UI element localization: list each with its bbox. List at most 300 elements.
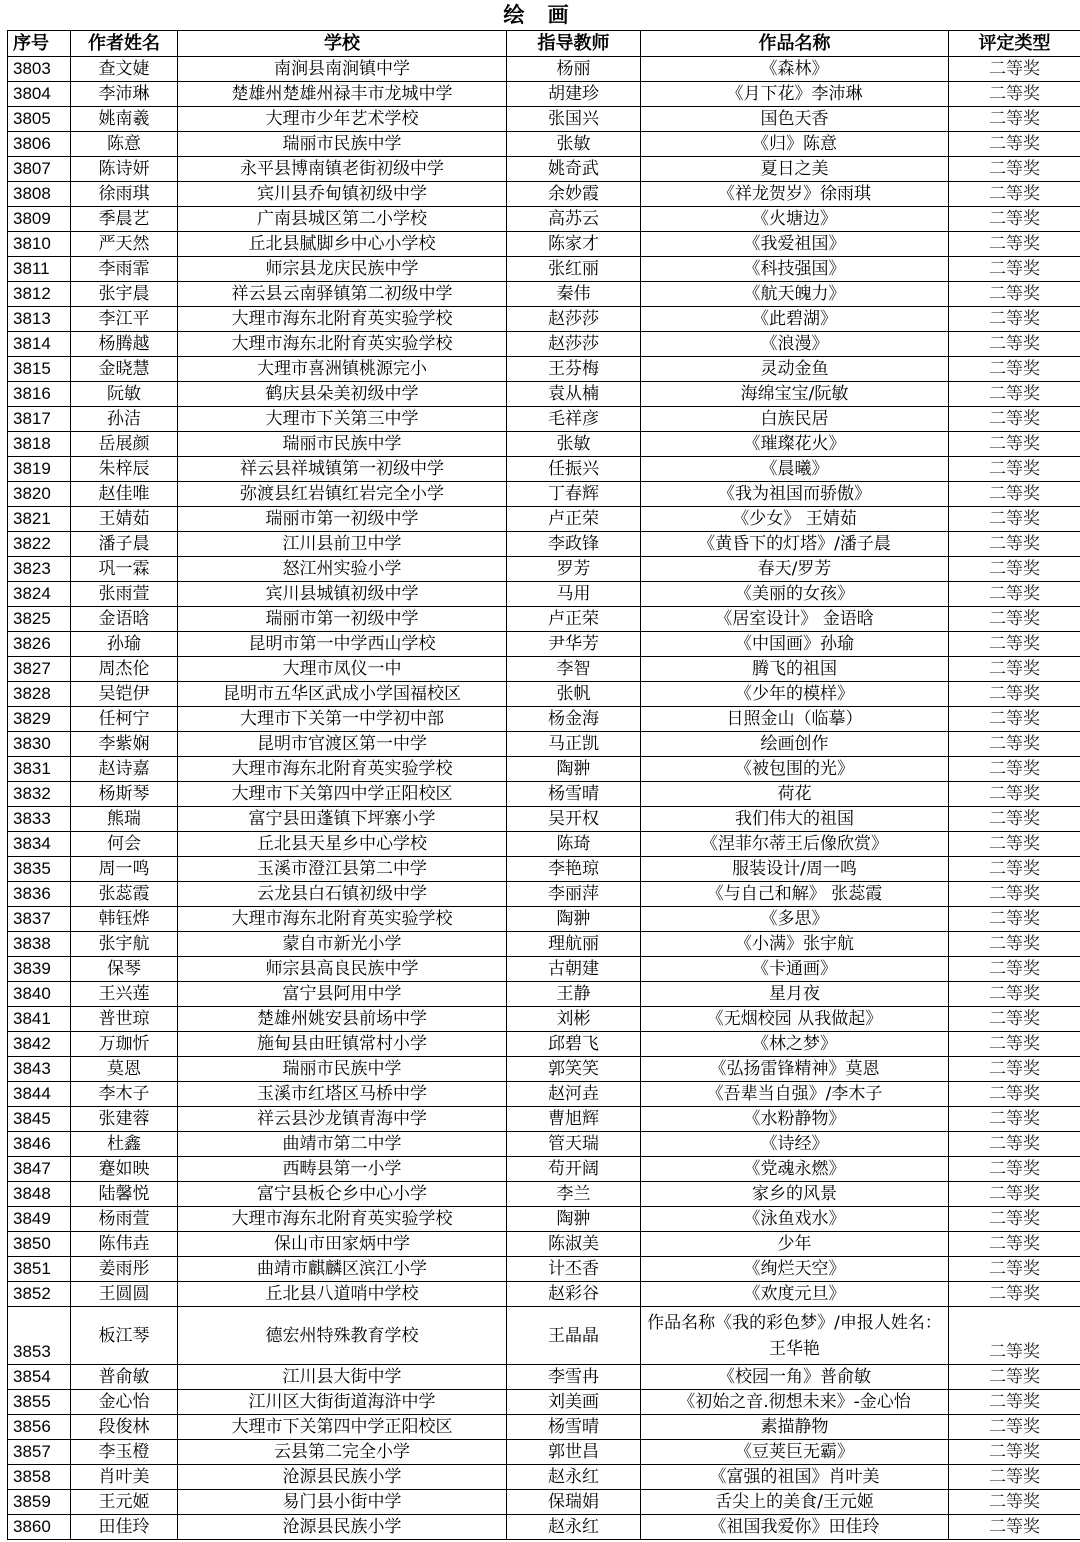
cell-id: 3838 <box>8 932 71 957</box>
cell-teacher: 陶翀 <box>507 1207 641 1232</box>
cell-work: 绘画创作 <box>641 732 949 757</box>
cell-school: 大理市凤仪一中 <box>178 657 507 682</box>
cell-work: 少年 <box>641 1232 949 1257</box>
cell-school: 玉溪市澄江县第二中学 <box>178 857 507 882</box>
cell-school: 大理市海东北附育英实验学校 <box>178 332 507 357</box>
table-row <box>8 1057 1080 1082</box>
cell-teacher: 杨金海 <box>507 707 641 732</box>
cell-work: 海绵宝宝/阮敏 <box>641 382 949 407</box>
header-school: 学校 <box>178 31 507 57</box>
cell-award: 二等奖 <box>949 1465 1080 1490</box>
cell-author: 莫恩 <box>71 1057 178 1082</box>
cell-teacher: 马用 <box>507 582 641 607</box>
cell-teacher: 陈琦 <box>507 832 641 857</box>
cell-teacher: 赵河垚 <box>507 1082 641 1107</box>
cell-school: 丘北县八道哨中学校 <box>178 1282 507 1307</box>
cell-work: 舌尖上的美食/王元姬 <box>641 1490 949 1515</box>
table-row <box>8 1282 1080 1307</box>
cell-award: 二等奖 <box>949 832 1080 857</box>
table-body <box>8 57 1080 1540</box>
cell-id: 3854 <box>8 1365 71 1390</box>
cell-id: 3813 <box>8 307 71 332</box>
cell-author: 金晓慧 <box>71 357 178 382</box>
cell-id: 3856 <box>8 1415 71 1440</box>
page-title: 绘 画 <box>503 2 577 27</box>
cell-award: 二等奖 <box>949 1282 1080 1307</box>
cell-teacher: 李艳琼 <box>507 857 641 882</box>
cell-teacher: 张敏 <box>507 132 641 157</box>
table-row <box>8 957 1080 982</box>
cell-work: 《祖国我爱你》田佳玲 <box>641 1515 949 1540</box>
cell-award: 二等奖 <box>949 1107 1080 1132</box>
table-row <box>8 257 1080 282</box>
table-row <box>8 1232 1080 1257</box>
cell-teacher: 王晶晶 <box>507 1307 641 1365</box>
cell-award: 二等奖 <box>949 757 1080 782</box>
cell-work: 《吾辈当自强》/李木子 <box>641 1082 949 1107</box>
cell-work: 作品名称《我的彩色梦》/申报人姓名：王华艳 <box>641 1307 949 1365</box>
cell-work: 《我为祖国而骄傲》 <box>641 482 949 507</box>
cell-author: 王元姬 <box>71 1490 178 1515</box>
cell-award: 二等奖 <box>949 1132 1080 1157</box>
cell-school: 怒江州实验小学 <box>178 557 507 582</box>
cell-award: 二等奖 <box>949 382 1080 407</box>
cell-award: 二等奖 <box>949 207 1080 232</box>
cell-school: 师宗县龙庆民族中学 <box>178 257 507 282</box>
cell-award: 二等奖 <box>949 157 1080 182</box>
cell-award: 二等奖 <box>949 557 1080 582</box>
table-row <box>8 782 1080 807</box>
cell-work: 《绚烂天空》 <box>641 1257 949 1282</box>
cell-author: 肖叶美 <box>71 1465 178 1490</box>
table-row <box>8 407 1080 432</box>
header-teacher: 指导教师 <box>507 31 641 57</box>
cell-author: 朱梓辰 <box>71 457 178 482</box>
cell-work: 《多思》 <box>641 907 949 932</box>
cell-school: 富宁县板仑乡中心小学 <box>178 1182 507 1207</box>
cell-school: 宾川县乔甸镇初级中学 <box>178 182 507 207</box>
cell-teacher: 卢正荣 <box>507 607 641 632</box>
cell-id: 3804 <box>8 82 71 107</box>
cell-teacher: 陈淑美 <box>507 1232 641 1257</box>
cell-work: 《初始之音.彻想未来》-金心怡 <box>641 1390 949 1415</box>
table-row <box>8 1182 1080 1207</box>
cell-id: 3826 <box>8 632 71 657</box>
table-row <box>8 582 1080 607</box>
table-row <box>8 1132 1080 1157</box>
cell-id: 3850 <box>8 1232 71 1257</box>
cell-teacher: 李丽萍 <box>507 882 641 907</box>
cell-teacher: 杨雪晴 <box>507 782 641 807</box>
table-row <box>8 982 1080 1007</box>
cell-author: 周一鸣 <box>71 857 178 882</box>
cell-id: 3816 <box>8 382 71 407</box>
cell-author: 田佳玲 <box>71 1515 178 1540</box>
cell-school: 瑞丽市民族中学 <box>178 432 507 457</box>
cell-school: 大理市海东北附育英实验学校 <box>178 307 507 332</box>
cell-id: 3844 <box>8 1082 71 1107</box>
cell-teacher: 赵莎莎 <box>507 332 641 357</box>
cell-teacher: 李兰 <box>507 1182 641 1207</box>
cell-school: 永平县博南镇老街初级中学 <box>178 157 507 182</box>
cell-award: 二等奖 <box>949 1515 1080 1540</box>
cell-author: 阮敏 <box>71 382 178 407</box>
cell-author: 孙瑜 <box>71 632 178 657</box>
cell-teacher: 毛祥彦 <box>507 407 641 432</box>
table-row <box>8 432 1080 457</box>
cell-work: 《晨曦》 <box>641 457 949 482</box>
cell-award: 二等奖 <box>949 1232 1080 1257</box>
table-row <box>8 757 1080 782</box>
cell-work: 《涅菲尔蒂王后像欣赏》 <box>641 832 949 857</box>
table-row <box>8 857 1080 882</box>
cell-award: 二等奖 <box>949 1490 1080 1515</box>
cell-work: 《卡通画》 <box>641 957 949 982</box>
cell-work: 《归》陈意 <box>641 132 949 157</box>
cell-author: 赵诗嘉 <box>71 757 178 782</box>
cell-school: 瑞丽市第一初级中学 <box>178 607 507 632</box>
cell-id: 3814 <box>8 332 71 357</box>
cell-author: 李沛琳 <box>71 82 178 107</box>
table-row <box>8 907 1080 932</box>
cell-id: 3815 <box>8 357 71 382</box>
cell-author: 保琴 <box>71 957 178 982</box>
cell-teacher: 陈家才 <box>507 232 641 257</box>
cell-teacher: 张国兴 <box>507 107 641 132</box>
cell-author: 金语晗 <box>71 607 178 632</box>
cell-school: 昆明市五华区武成小学国福校区 <box>178 682 507 707</box>
cell-author: 徐雨琪 <box>71 182 178 207</box>
cell-author: 杨雨萱 <box>71 1207 178 1232</box>
cell-award: 二等奖 <box>949 307 1080 332</box>
cell-author: 李江平 <box>71 307 178 332</box>
cell-teacher: 邱碧飞 <box>507 1032 641 1057</box>
cell-award: 二等奖 <box>949 1257 1080 1282</box>
table-row <box>8 882 1080 907</box>
cell-school: 易门县小街中学 <box>178 1490 507 1515</box>
cell-school: 大理市海东北附育英实验学校 <box>178 1207 507 1232</box>
cell-id: 3857 <box>8 1440 71 1465</box>
table-row <box>8 207 1080 232</box>
cell-id: 3852 <box>8 1282 71 1307</box>
cell-author: 李木子 <box>71 1082 178 1107</box>
cell-id: 3859 <box>8 1490 71 1515</box>
cell-author: 熊瑞 <box>71 807 178 832</box>
cell-work: 《与自己和解》 张蕊霞 <box>641 882 949 907</box>
cell-work: 《黄昏下的灯塔》/潘子晨 <box>641 532 949 557</box>
cell-id: 3820 <box>8 482 71 507</box>
table-row <box>8 1307 1080 1365</box>
cell-school: 富宁县阿用中学 <box>178 982 507 1007</box>
cell-school: 师宗县高良民族中学 <box>178 957 507 982</box>
cell-award: 二等奖 <box>949 1415 1080 1440</box>
cell-author: 张宇晨 <box>71 282 178 307</box>
table-row <box>8 1415 1080 1440</box>
table-row <box>8 332 1080 357</box>
cell-author: 王婧茹 <box>71 507 178 532</box>
cell-author: 赵佳唯 <box>71 482 178 507</box>
cell-work: 星月夜 <box>641 982 949 1007</box>
cell-school: 施甸县由旺镇常村小学 <box>178 1032 507 1057</box>
cell-teacher: 曹旭辉 <box>507 1107 641 1132</box>
cell-teacher: 杨雪晴 <box>507 1415 641 1440</box>
cell-school: 弥渡县红岩镇红岩完全小学 <box>178 482 507 507</box>
cell-work: 《少年的模样》 <box>641 682 949 707</box>
cell-school: 曲靖市麒麟区滨江小学 <box>178 1257 507 1282</box>
cell-id: 3822 <box>8 532 71 557</box>
cell-teacher: 计丕香 <box>507 1257 641 1282</box>
header-award: 评定类型 <box>949 31 1080 57</box>
table-row <box>8 307 1080 332</box>
cell-teacher: 刘美画 <box>507 1390 641 1415</box>
cell-id: 3841 <box>8 1007 71 1032</box>
cell-work: 《璀璨花火》 <box>641 432 949 457</box>
cell-school: 江川区大街街道海浒中学 <box>178 1390 507 1415</box>
cell-author: 杨腾越 <box>71 332 178 357</box>
cell-award: 二等奖 <box>949 1032 1080 1057</box>
cell-school: 蒙自市新光小学 <box>178 932 507 957</box>
cell-author: 金心怡 <box>71 1390 178 1415</box>
cell-author: 普俞敏 <box>71 1365 178 1390</box>
cell-school: 大理市下关第四中学正阳校区 <box>178 782 507 807</box>
cell-award: 二等奖 <box>949 357 1080 382</box>
cell-author: 陈诗妍 <box>71 157 178 182</box>
cell-author: 张宇航 <box>71 932 178 957</box>
cell-author: 张雨萱 <box>71 582 178 607</box>
table-row <box>8 232 1080 257</box>
cell-author: 岳展颜 <box>71 432 178 457</box>
cell-award: 二等奖 <box>949 582 1080 607</box>
cell-author: 陈伟垚 <box>71 1232 178 1257</box>
cell-work: 《火塘边》 <box>641 207 949 232</box>
cell-author: 孙洁 <box>71 407 178 432</box>
cell-author: 严天然 <box>71 232 178 257</box>
cell-work: 灵动金鱼 <box>641 357 949 382</box>
cell-school: 丘北县腻脚乡中心小学校 <box>178 232 507 257</box>
cell-award: 二等奖 <box>949 1182 1080 1207</box>
cell-work: 国色天香 <box>641 107 949 132</box>
cell-work: 腾飞的祖国 <box>641 657 949 682</box>
cell-author: 李雨霏 <box>71 257 178 282</box>
cell-award: 二等奖 <box>949 532 1080 557</box>
cell-work: 《此碧湖》 <box>641 307 949 332</box>
cell-work: 春天/罗芳 <box>641 557 949 582</box>
cell-award: 二等奖 <box>949 1440 1080 1465</box>
cell-id: 3818 <box>8 432 71 457</box>
cell-author: 姜雨彤 <box>71 1257 178 1282</box>
cell-award: 二等奖 <box>949 1390 1080 1415</box>
cell-author: 任柯宁 <box>71 707 178 732</box>
cell-teacher: 余妙霞 <box>507 182 641 207</box>
cell-teacher: 陶翀 <box>507 757 641 782</box>
cell-author: 陆馨悦 <box>71 1182 178 1207</box>
cell-award: 二等奖 <box>949 807 1080 832</box>
cell-author: 段俊林 <box>71 1415 178 1440</box>
cell-award: 二等奖 <box>949 1082 1080 1107</box>
cell-id: 3809 <box>8 207 71 232</box>
cell-id: 3835 <box>8 857 71 882</box>
cell-school: 宾川县城镇初级中学 <box>178 582 507 607</box>
cell-id: 3858 <box>8 1465 71 1490</box>
table-row <box>8 1107 1080 1132</box>
cell-id: 3849 <box>8 1207 71 1232</box>
cell-teacher: 张帆 <box>507 682 641 707</box>
cell-award: 二等奖 <box>949 107 1080 132</box>
cell-teacher: 赵莎莎 <box>507 307 641 332</box>
cell-id: 3828 <box>8 682 71 707</box>
cell-author: 王兴莲 <box>71 982 178 1007</box>
cell-teacher: 赵永红 <box>507 1515 641 1540</box>
cell-award: 二等奖 <box>949 1157 1080 1182</box>
cell-author: 王圆圆 <box>71 1282 178 1307</box>
cell-school: 大理市海东北附育英实验学校 <box>178 907 507 932</box>
cell-school: 曲靖市第二中学 <box>178 1132 507 1157</box>
cell-award: 二等奖 <box>949 1007 1080 1032</box>
cell-work: 《航天魄力》 <box>641 282 949 307</box>
table-row <box>8 1440 1080 1465</box>
cell-school: 沧源县民族小学 <box>178 1515 507 1540</box>
cell-work: 《居室设计》 金语晗 <box>641 607 949 632</box>
cell-teacher: 卢正荣 <box>507 507 641 532</box>
cell-id: 3805 <box>8 107 71 132</box>
cell-award: 二等奖 <box>949 707 1080 732</box>
table-row <box>8 832 1080 857</box>
cell-teacher: 苟开阔 <box>507 1157 641 1182</box>
cell-id: 3842 <box>8 1032 71 1057</box>
cell-work: 《校园一角》普俞敏 <box>641 1365 949 1390</box>
cell-work: 素描静物 <box>641 1415 949 1440</box>
cell-author: 查文婕 <box>71 57 178 82</box>
cell-author: 张建蓉 <box>71 1107 178 1132</box>
cell-award: 二等奖 <box>949 1307 1080 1365</box>
cell-teacher: 郭世昌 <box>507 1440 641 1465</box>
cell-award: 二等奖 <box>949 907 1080 932</box>
cell-id: 3847 <box>8 1157 71 1182</box>
cell-teacher: 张敏 <box>507 432 641 457</box>
cell-school: 祥云县祥城镇第一初级中学 <box>178 457 507 482</box>
cell-teacher: 陶翀 <box>507 907 641 932</box>
cell-id: 3833 <box>8 807 71 832</box>
cell-award: 二等奖 <box>949 857 1080 882</box>
cell-id: 3860 <box>8 1515 71 1540</box>
cell-school: 昆明市官渡区第一中学 <box>178 732 507 757</box>
cell-teacher: 尹华芳 <box>507 632 641 657</box>
awards-table <box>7 30 1080 1540</box>
table-row <box>8 707 1080 732</box>
cell-author: 万珈忻 <box>71 1032 178 1057</box>
table-row <box>8 682 1080 707</box>
cell-author: 李玉橙 <box>71 1440 178 1465</box>
cell-work: 《少女》 王婧茹 <box>641 507 949 532</box>
table-row <box>8 1365 1080 1390</box>
cell-id: 3831 <box>8 757 71 782</box>
table-row <box>8 1490 1080 1515</box>
cell-work: 我们伟大的祖国 <box>641 807 949 832</box>
cell-award: 二等奖 <box>949 232 1080 257</box>
cell-teacher: 古朝建 <box>507 957 641 982</box>
cell-award: 二等奖 <box>949 932 1080 957</box>
cell-author: 李紫娴 <box>71 732 178 757</box>
table-row <box>8 1157 1080 1182</box>
cell-school: 江川县前卫中学 <box>178 532 507 557</box>
cell-id: 3843 <box>8 1057 71 1082</box>
cell-work: 《欢度元旦》 <box>641 1282 949 1307</box>
cell-teacher: 理航丽 <box>507 932 641 957</box>
cell-id: 3807 <box>8 157 71 182</box>
cell-author: 陈意 <box>71 132 178 157</box>
cell-work: 《豆荚巨无霸》 <box>641 1440 949 1465</box>
cell-award: 二等奖 <box>949 282 1080 307</box>
header-work: 作品名称 <box>641 31 949 57</box>
cell-school: 丘北县天星乡中心学校 <box>178 832 507 857</box>
cell-school: 西畴县第一小学 <box>178 1157 507 1182</box>
table-row <box>8 132 1080 157</box>
cell-id: 3812 <box>8 282 71 307</box>
table-row <box>8 932 1080 957</box>
cell-teacher: 李雪冉 <box>507 1365 641 1390</box>
cell-teacher: 秦伟 <box>507 282 641 307</box>
header-id: 序号 <box>8 31 71 57</box>
cell-author: 潘子晨 <box>71 532 178 557</box>
cell-teacher: 王静 <box>507 982 641 1007</box>
table-row <box>8 157 1080 182</box>
cell-school: 大理市海东北附育英实验学校 <box>178 757 507 782</box>
table-row <box>8 1515 1080 1540</box>
cell-id: 3808 <box>8 182 71 207</box>
cell-author: 张蕊霞 <box>71 882 178 907</box>
cell-work: 《浪漫》 <box>641 332 949 357</box>
cell-work: 《小满》张宇航 <box>641 932 949 957</box>
cell-work: 《水粉静物》 <box>641 1107 949 1132</box>
cell-id: 3832 <box>8 782 71 807</box>
cell-author: 吴铠伊 <box>71 682 178 707</box>
cell-award: 二等奖 <box>949 982 1080 1007</box>
cell-author: 巩一霖 <box>71 557 178 582</box>
table-row <box>8 1007 1080 1032</box>
cell-work: 《被包围的光》 <box>641 757 949 782</box>
cell-teacher: 保瑞娟 <box>507 1490 641 1515</box>
cell-award: 二等奖 <box>949 132 1080 157</box>
cell-work: 夏日之美 <box>641 157 949 182</box>
table-row <box>8 1465 1080 1490</box>
cell-id: 3806 <box>8 132 71 157</box>
cell-id: 3840 <box>8 982 71 1007</box>
cell-school: 富宁县田蓬镇下坪寨小学 <box>178 807 507 832</box>
cell-award: 二等奖 <box>949 182 1080 207</box>
cell-teacher: 郭笑笑 <box>507 1057 641 1082</box>
cell-author: 姚南羲 <box>71 107 178 132</box>
cell-work: 《科技强国》 <box>641 257 949 282</box>
cell-award: 二等奖 <box>949 82 1080 107</box>
cell-work: 《弘扬雷锋精神》莫恩 <box>641 1057 949 1082</box>
cell-award: 二等奖 <box>949 432 1080 457</box>
cell-teacher: 姚奇武 <box>507 157 641 182</box>
cell-teacher: 高苏云 <box>507 207 641 232</box>
cell-work: 荷花 <box>641 782 949 807</box>
table-row <box>8 182 1080 207</box>
table-row <box>8 1390 1080 1415</box>
cell-award: 二等奖 <box>949 607 1080 632</box>
cell-work: 服装设计/周一鸣 <box>641 857 949 882</box>
cell-award: 二等奖 <box>949 257 1080 282</box>
cell-award: 二等奖 <box>949 957 1080 982</box>
cell-id: 3836 <box>8 882 71 907</box>
table-row <box>8 807 1080 832</box>
table-row <box>8 507 1080 532</box>
cell-teacher: 管天瑞 <box>507 1132 641 1157</box>
cell-school: 南涧县南涧镇中学 <box>178 57 507 82</box>
cell-teacher: 马正凯 <box>507 732 641 757</box>
